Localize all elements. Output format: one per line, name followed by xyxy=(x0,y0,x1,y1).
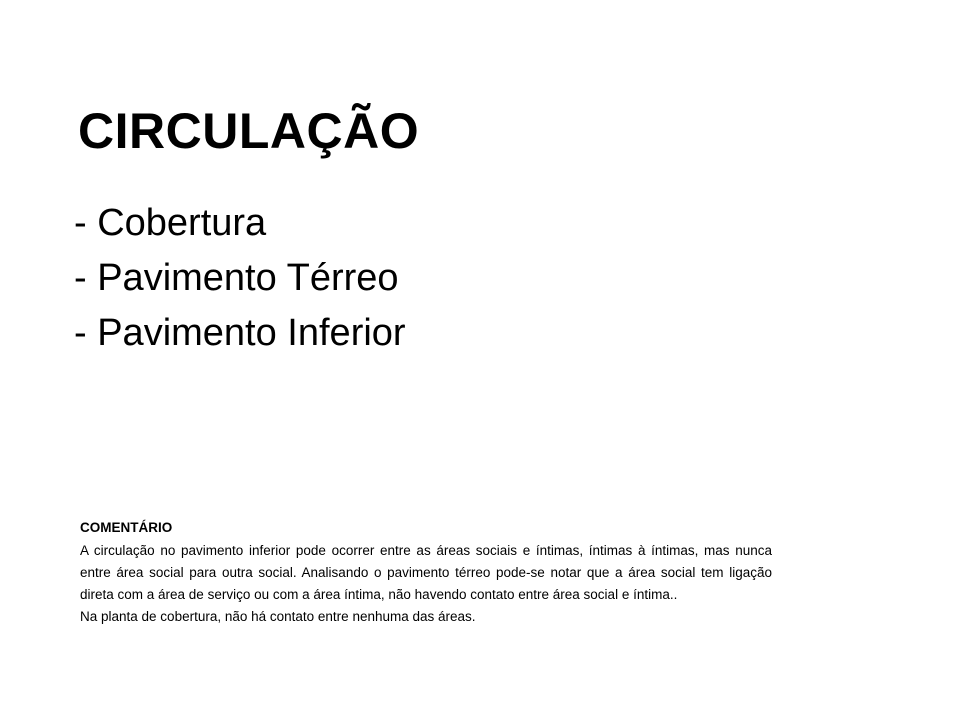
comment-last-line: Na planta de cobertura, não há contato entre nenhuma das áreas. xyxy=(80,608,476,624)
comment-block xyxy=(80,518,772,628)
list-item: - Cobertura xyxy=(74,202,267,244)
comment-paragraph: A circulação no pavimento inferior pode ocorrer entre as áreas sociais e íntimas, íntimas à íntimas, mas nunca entre área social para outra social. Analisando o pavimento térreo pode-se notar que a área social tem ligação direta com a área de serviço ou com a área íntima, não havendo contato entre área social e íntima.. xyxy=(80,543,772,602)
page-title: CIRCULAÇÃO xyxy=(78,102,420,159)
bullet-list xyxy=(74,196,874,361)
list-item: - Pavimento Térreo xyxy=(74,257,399,300)
comment-heading: COMENTÁRIO xyxy=(80,520,173,535)
list-item: - Pavimento Inferior xyxy=(74,312,406,355)
